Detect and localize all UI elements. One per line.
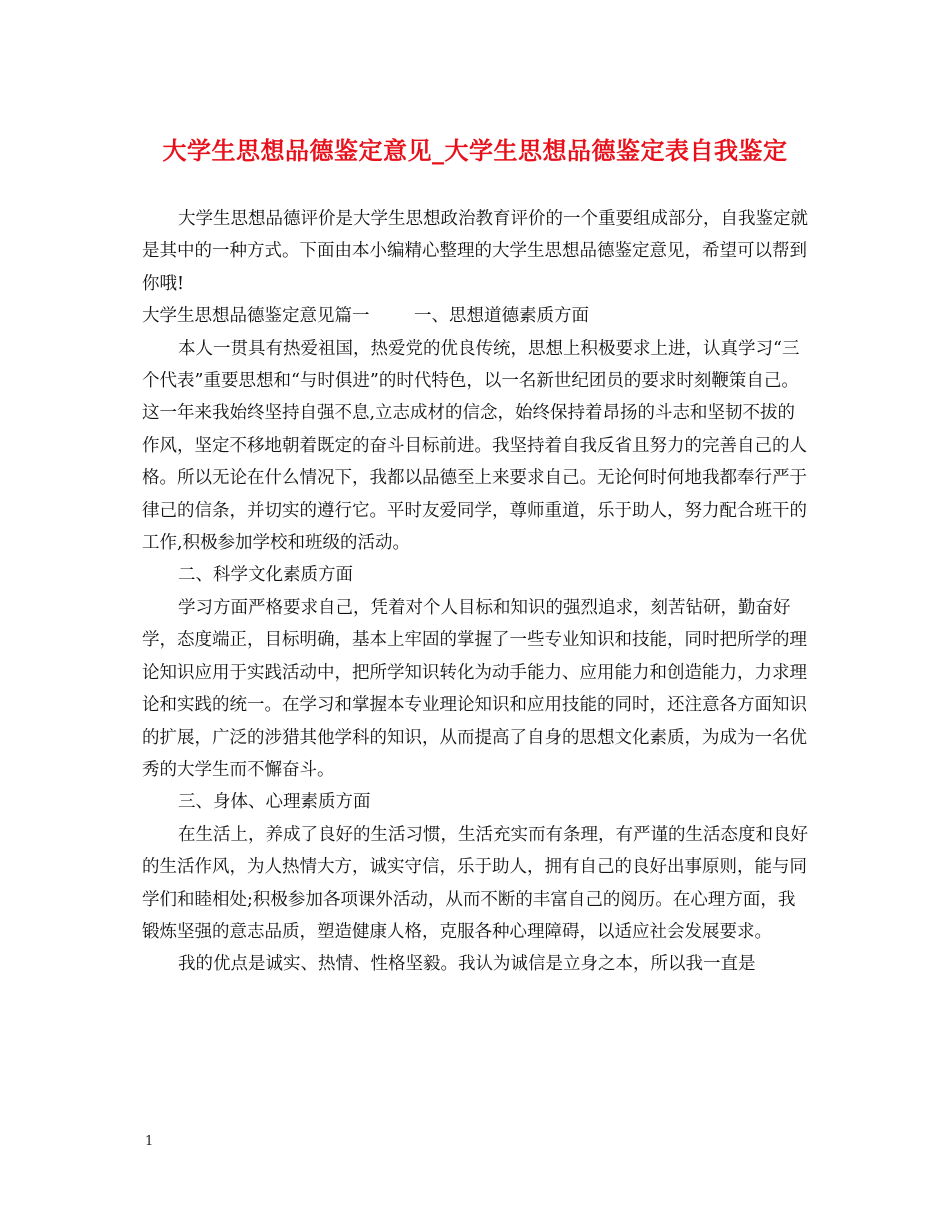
paragraph-4: 我的优点是诚实、热情、性格坚毅。我认为诚信是立身之本，所以我一直是 (178, 954, 756, 975)
document-body (142, 203, 810, 981)
heading-1: 一、思想道德素质方面 (414, 306, 590, 327)
paragraph-1: 本人一贯具有热爱祖国，热爱党的优良传统，思想上积极要求上进，认真学习“三个代表”重要思想和“与时俱进”的时代特色，以一名新世纪团员的要求时刻鞭策自己。这一年来我始终坚持自强不息,立志成材的信念，始终保持着昂扬的斗志和坚韧不拔的作风，坚定不移地朝着既定的奋斗目标前进。我坚持着自我反省且努力的完善自己的人格。所以无论在什么情况下，我都以品德至上来要求自己。无论何时何地我都奉行严于律己的信条，并切实的遵行它。平时友爱同学，尊师重道，乐于助人，努力配合班干的工作,积极参加学校和班级的活动。 (142, 338, 807, 554)
heading-2: 二、科学文化素质方面 (178, 565, 353, 586)
paragraph-3: 在生活上，养成了良好的生活习惯，生活充实而有条理，有严谨的生活态度和良好的生活作风，为人热情大方，诚实守信，乐于助人，拥有自己的良好出事原则，能与同学们和睦相处;积极参加各项课外活动，从而不断的丰富自己的阅历。在心理方面，我锻炼坚强的意志品质，塑造健康人格，克服各种心理障碍，以适应社会发展要求。 (142, 824, 808, 942)
heading-3: 三、身体、心理素质方面 (178, 792, 371, 813)
document-title: 大学生思想品德鉴定意见_大学生思想品德鉴定表自我鉴定 (162, 136, 788, 165)
intro-paragraph: 大学生思想品德评价是大学生思想政治教育评价的一个重要组成部分，自我鉴定就是其中的一种方式。下面由本小编精心整理的大学生思想品德鉴定意见，希望可以帮到你哦! (142, 209, 808, 294)
section-heading-line (142, 300, 810, 332)
section-label: 大学生思想品德鉴定意见篇一 (142, 306, 370, 327)
heading-spacer (370, 306, 415, 326)
page-number: 1 (145, 1134, 154, 1149)
paragraph-2: 学习方面严格要求自己，凭着对个人目标和知识的强烈追求，刻苦钻研，勤奋好学，态度端正，目标明确，基本上牢固的掌握了一些专业知识和技能，同时把所学的理论知识应用于实践活动中，把所学知识转化为动手能力、应用能力和创造能力，力求理论和实践的统一。在学习和掌握本专业理论知识和应用技能的同时，还注意各方面知识的扩展，广泛的涉猎其他学科的知识，从而提高了自身的思想文化素质，为成为一名优秀的大学生而不懈奋斗。 (142, 597, 807, 780)
